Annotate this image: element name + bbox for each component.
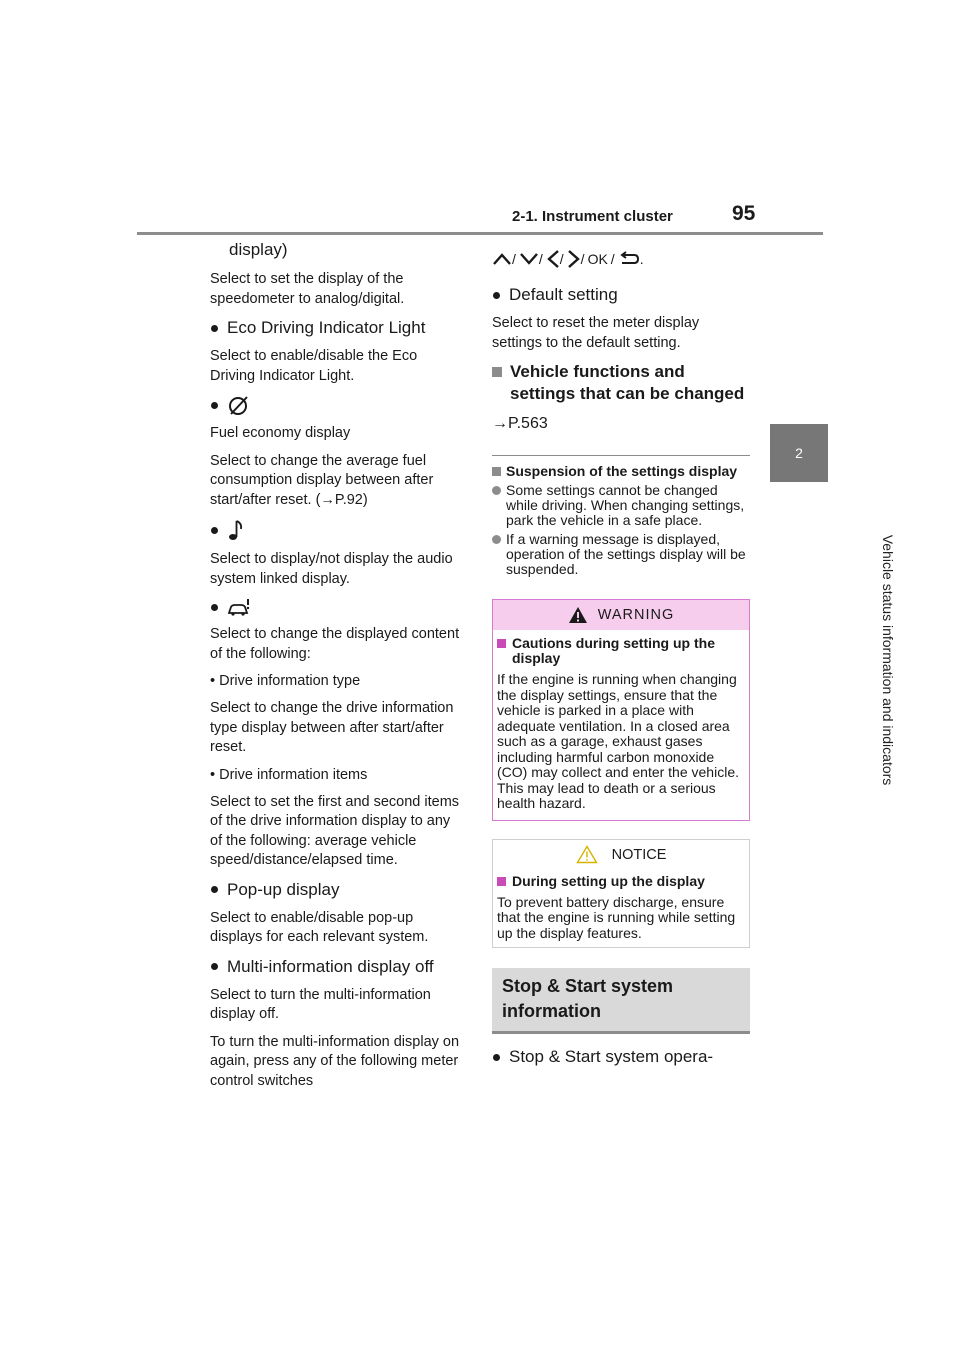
bullet-dot — [211, 402, 218, 409]
drive-items-bullet: • Drive information items — [210, 766, 368, 783]
audio-item — [210, 518, 466, 542]
eco-indicator-item — [210, 317, 466, 339]
chevron-up-icon — [492, 252, 512, 266]
suspension-title: Suspension of the settings display — [506, 463, 738, 479]
popup-item — [210, 879, 466, 901]
back-arrow-icon — [618, 251, 640, 267]
ok-switch-label: OK — [587, 251, 608, 267]
fuel-economy-label: Fuel economy display — [210, 425, 351, 441]
vehicle-info-icon — [227, 597, 253, 617]
bullet-dot — [211, 527, 218, 534]
eco-indicator-title: Eco Driving Indicator Light — [227, 318, 426, 337]
square-bullet — [492, 367, 502, 377]
note-rule — [492, 455, 750, 456]
bullet-dot — [493, 292, 500, 299]
caution-triangle-icon — [576, 845, 598, 864]
vehicle-functions-title: Vehicle functions and settings that can be changed — [510, 362, 745, 403]
suspension-item — [492, 532, 750, 577]
fuel-economy-desc: Select to change the average fuel consumption display between after start/after reset. (→P.92) — [210, 452, 434, 508]
warning-header — [493, 600, 749, 630]
section-title: 2-1. Instrument cluster — [512, 208, 673, 225]
switch-end-period: . — [639, 251, 644, 267]
suspension-text: Some settings cannot be changed while driving. When changing settings, park the vehicle in a safe place. — [506, 482, 745, 528]
square-bullet — [497, 639, 506, 648]
left-column — [210, 240, 466, 1099]
bullet-dot — [211, 325, 218, 332]
chevron-right-icon — [567, 249, 581, 269]
warning-label: WARNING — [597, 607, 675, 623]
notice-title: During setting up the display — [512, 872, 705, 889]
section-heading: Stop & Start system information — [492, 968, 750, 1034]
suspension-text: If a warning message is displayed, operation of the settings display will be suspended. — [506, 531, 746, 577]
drive-type-bullet: • Drive information type — [210, 673, 361, 689]
chevron-left-icon — [546, 249, 560, 269]
round-bullet — [492, 535, 501, 544]
chapter-title: Vehicle status information and indicators — [880, 534, 896, 786]
notice-heading — [497, 874, 745, 889]
continued-text: display) — [229, 240, 288, 259]
bullet-dot — [493, 1054, 500, 1061]
warning-box — [492, 599, 750, 821]
vehicle-functions-heading — [492, 361, 750, 405]
music-note-icon — [227, 518, 245, 542]
notice-text: To prevent battery discharge, ensure that the engine is running while setting up the display features. — [497, 893, 736, 941]
drive-info-item — [210, 597, 466, 617]
mid-off-title: Multi-information display off — [227, 956, 434, 976]
square-bullet — [497, 877, 506, 886]
mid-off-desc: Select to turn the multi-information display off. — [210, 986, 431, 1022]
content-desc: Select to change the displayed content of the following: — [210, 626, 460, 662]
round-bullet — [492, 486, 501, 495]
bullet-dot — [211, 886, 218, 893]
default-setting-title: Default setting — [509, 285, 618, 304]
default-setting-desc: Select to reset the meter display settings to the default setting. — [492, 315, 700, 351]
stop-start-item — [492, 1046, 750, 1068]
notice-box — [492, 839, 750, 949]
warning-heading — [497, 636, 745, 666]
bullet-dot — [211, 604, 218, 611]
notice-body — [493, 870, 749, 948]
audio-desc: Select to display/not display the audio system linked display. — [210, 551, 453, 587]
switch-separator: / — [559, 251, 564, 267]
drive-items-desc: Select to set the first and second items of the drive information display to any of the following: average vehicle speed/distance/elapsed time. — [210, 793, 460, 868]
fuel-economy-icon — [227, 394, 251, 416]
square-bullet — [492, 467, 501, 476]
eco-indicator-desc: Select to enable/disable the Eco Driving Indicator Light. — [210, 348, 418, 384]
bullet-dot — [211, 963, 218, 970]
chevron-down-icon — [519, 252, 539, 266]
popup-title: Pop-up display — [227, 879, 340, 899]
switch-separator: / — [580, 251, 585, 267]
suspension-heading — [492, 464, 750, 479]
notice-header — [493, 840, 749, 870]
header-rule — [137, 232, 823, 235]
fuel-economy-item — [210, 394, 466, 416]
stop-start-title: Stop & Start system opera- — [509, 1047, 714, 1066]
notice-label: NOTICE — [611, 846, 667, 863]
switch-separator: / — [610, 251, 615, 267]
warning-text: If the engine is running when changing the display settings, ensure that the vehicle is parked in a place with adequate ventilation. In a closed area such as a garage, exhaust gases including harmful carbon monoxide (CO) may collect and enter the vehicle. This may lead to death or a serious health hazard. — [497, 671, 739, 811]
speedometer-desc: Select to set the display of the speedometer to analog/digital. — [210, 271, 405, 307]
switch-separator: / — [538, 251, 543, 267]
popup-desc: Select to enable/disable pop-up displays for each relevant system. — [210, 909, 429, 945]
warning-triangle-icon — [568, 606, 588, 624]
right-column — [492, 248, 750, 1076]
chapter-tab: 2 — [770, 424, 828, 482]
suspension-item — [492, 483, 750, 528]
meter-switch-list — [492, 248, 750, 270]
vehicle-functions-ref: →P.563 — [492, 415, 548, 432]
switch-separator: / — [512, 251, 516, 267]
warning-body — [493, 630, 749, 820]
mid-off-item — [210, 956, 466, 978]
warning-title: Cautions during setting up the display — [512, 635, 715, 666]
default-setting-item — [492, 284, 750, 306]
page-number: 95 — [732, 202, 756, 225]
mid-on-desc: To turn the multi-information display on again, press any of the following meter control switches — [210, 1033, 460, 1089]
drive-type-desc: Select to change the drive information type display between after start/after reset. — [210, 700, 454, 755]
